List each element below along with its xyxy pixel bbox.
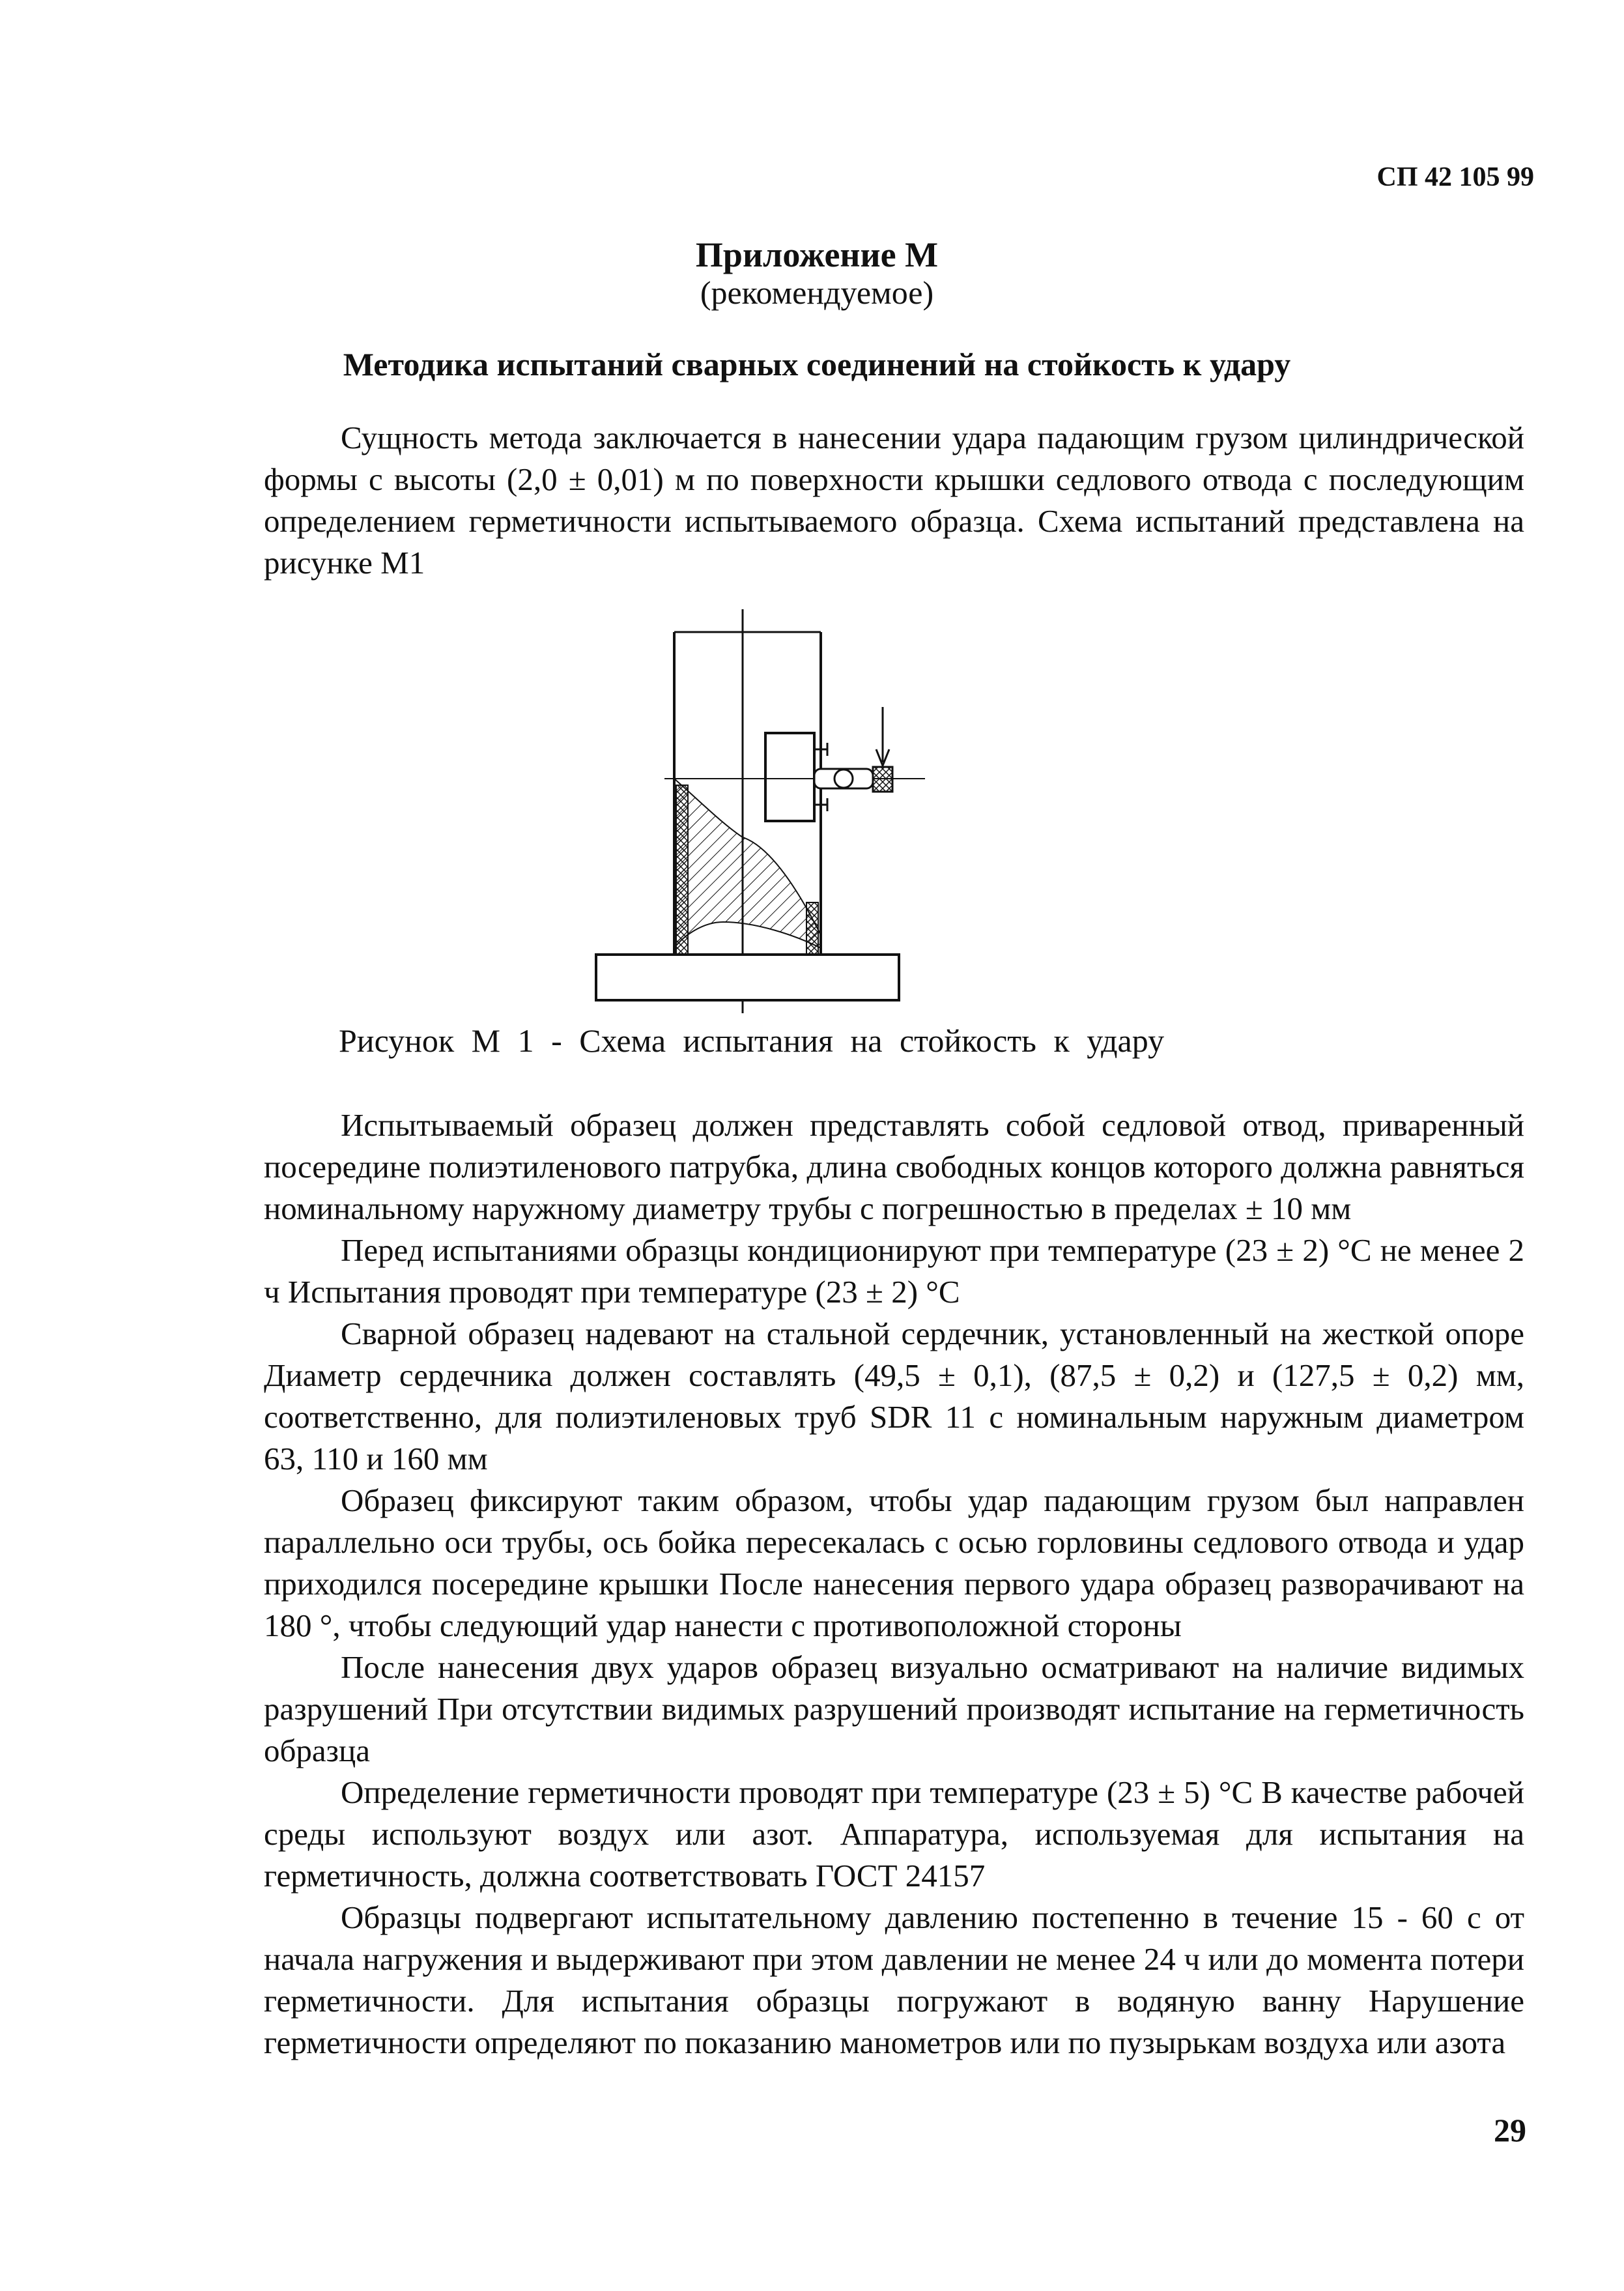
- weld-left: [676, 785, 688, 955]
- paragraph-pressure: Образцы подвергают испытательному давлению постепенно в течение 15 - 60 с от начала нагружения и выдерживают при этом давлении не менее 24 ч или до момента потери герметичности. Для испытания образцы погружают в водяную ванну Нарушение герметичности определяют по показанию манометров или по пузырькам воздуха или азота: [264, 1899, 1524, 2060]
- down-arrow-icon: [876, 707, 889, 766]
- paragraph-specimen: Испытываемый образец должен представлять собой седловой отвод, приваренный посередине полиэтиленового патрубка, длина свободных концов которого должна равняться номинальному наружному диаметру трубы с погрешностью в пределах ± 10 мм: [264, 1107, 1524, 1226]
- paragraph-fixing: Образец фиксируют таким образом, чтобы удар падающим грузом был направлен параллельно оси трубы, ось бойка пересекалась с осью горловины седлового отвода и удар приходился посередине крышки После нанесения первого удара образец разворачивают на 180 °, чтобы следующий удар нанести с противоположной стороны: [264, 1482, 1524, 1643]
- intro-block: [264, 417, 1524, 584]
- appendix-title: Приложение М: [695, 235, 939, 274]
- figure-caption: Рисунок М 1 - Схема испытания на стойкость к удару: [339, 1022, 1165, 1059]
- paragraph-core: Сварной образец надевают на стальной сердечник, установленный на жесткой опоре Диаметр сердечника должен составлять (49,5 ± 0,1), (87,5 ± 0,2) и (127,5 ± 0,2) мм, соответственно, для полиэтиленовых труб SDR 11 с номинальным наружным диаметром 63, 110 и 160 мм: [264, 1316, 1524, 1477]
- base-plate: [596, 955, 899, 1000]
- document-code: СП 42 105 99: [1376, 162, 1534, 192]
- appendix-subtitle: (рекомендуемое): [700, 274, 934, 311]
- paragraph-inspection: После нанесения двух ударов образец визуально осматривают на наличие видимых разрушений При отсутствии видимых разрушений производят испытание на герметичность образца: [264, 1649, 1524, 1768]
- weld-right: [806, 902, 818, 955]
- paragraph-tightness: Определение герметичности проводят при температуре (23 ± 5) °С В качестве рабочей среды используют воздух или азот. Аппаратура, используемая для испытания на герметичность, должна соответствовать ГОСТ 24157: [264, 1774, 1524, 1894]
- intro-paragraph: Сущность метода заключается в нанесении удара падающим грузом цилиндрической формы с высоты (2,0 ± 0,01) м по поверхности крышки седлового отвода с последующим определением герметичности испытываемого образца. Схема испытаний представлена на рисунке М1: [264, 420, 1524, 581]
- body-text: [264, 1104, 1524, 2064]
- paragraph-conditioning: Перед испытаниями образцы кондиционируют при температуре (23 ± 2) °С не менее 2 ч Испытания проводят при температуре (23 ± 2) °С: [264, 1232, 1524, 1310]
- method-title: Методика испытаний сварных соединений на стойкость к удару: [343, 346, 1291, 382]
- impact-test-diagram: [586, 609, 1042, 1026]
- page-number: 29: [1494, 2112, 1526, 2148]
